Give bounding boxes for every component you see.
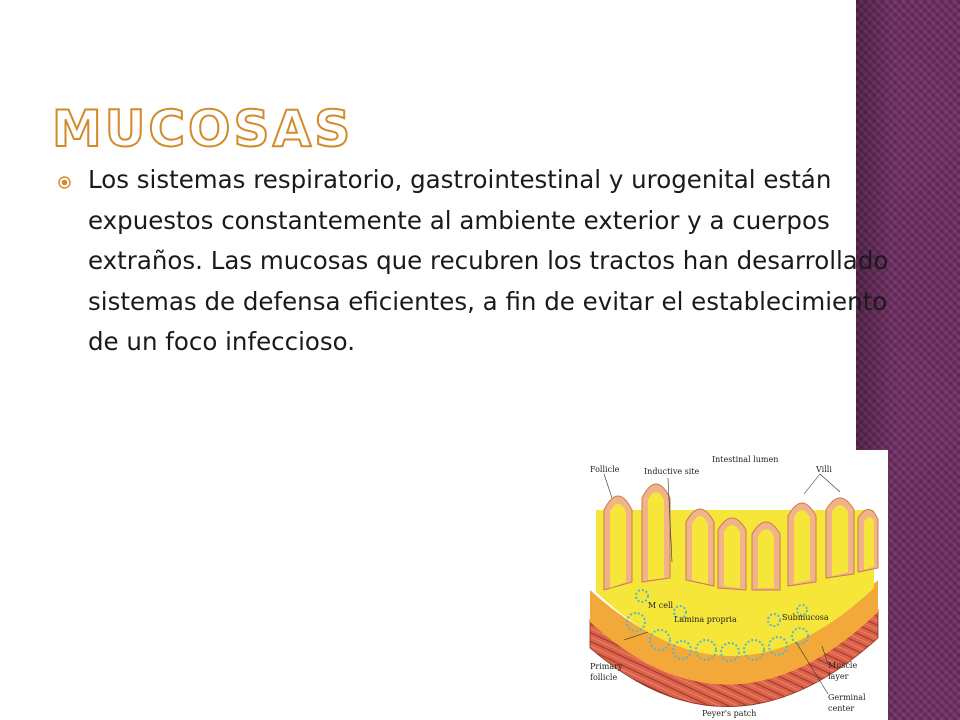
label-peyers-patch: Peyer's patch [702,709,757,718]
label-intestinal-lumen: Intestinal lumen [712,455,779,464]
slide-title: MUCOSAS [52,100,354,158]
label-muscle-layer-line1: Muscle [828,661,858,670]
label-germinal-center-line2: center [828,704,855,713]
label-m-cell: M cell [648,601,674,610]
label-inductive-site: Inductive site [644,467,700,476]
peyers-patch-illustration [582,450,888,720]
label-germinal-center-line1: Germinal [828,693,866,702]
peyers-patch-diagram [582,450,888,720]
body-paragraph: Los sistemas respiratorio, gastrointestinal y urogenital están expuestos constantemente al ambiente exterior y a cuerpos extraños. Las mucosas que recubren los tractos han desarrollado sistemas de defensa eficientes, a fin de evitar el establecimiento de un foco infeccioso. [88,165,889,356]
circle-bullet-icon [58,176,71,189]
label-muscle-layer-line2: layer [828,672,849,681]
label-villi: Villi [816,465,832,474]
label-follicle: Follicle [590,465,620,474]
label-primary-follicle-line2: follicle [590,673,618,682]
label-submucosa: Submucosa [782,613,829,622]
label-lamina-propria: Lamina propria [674,615,737,624]
label-primary-follicle-line1: Primary [590,662,623,671]
